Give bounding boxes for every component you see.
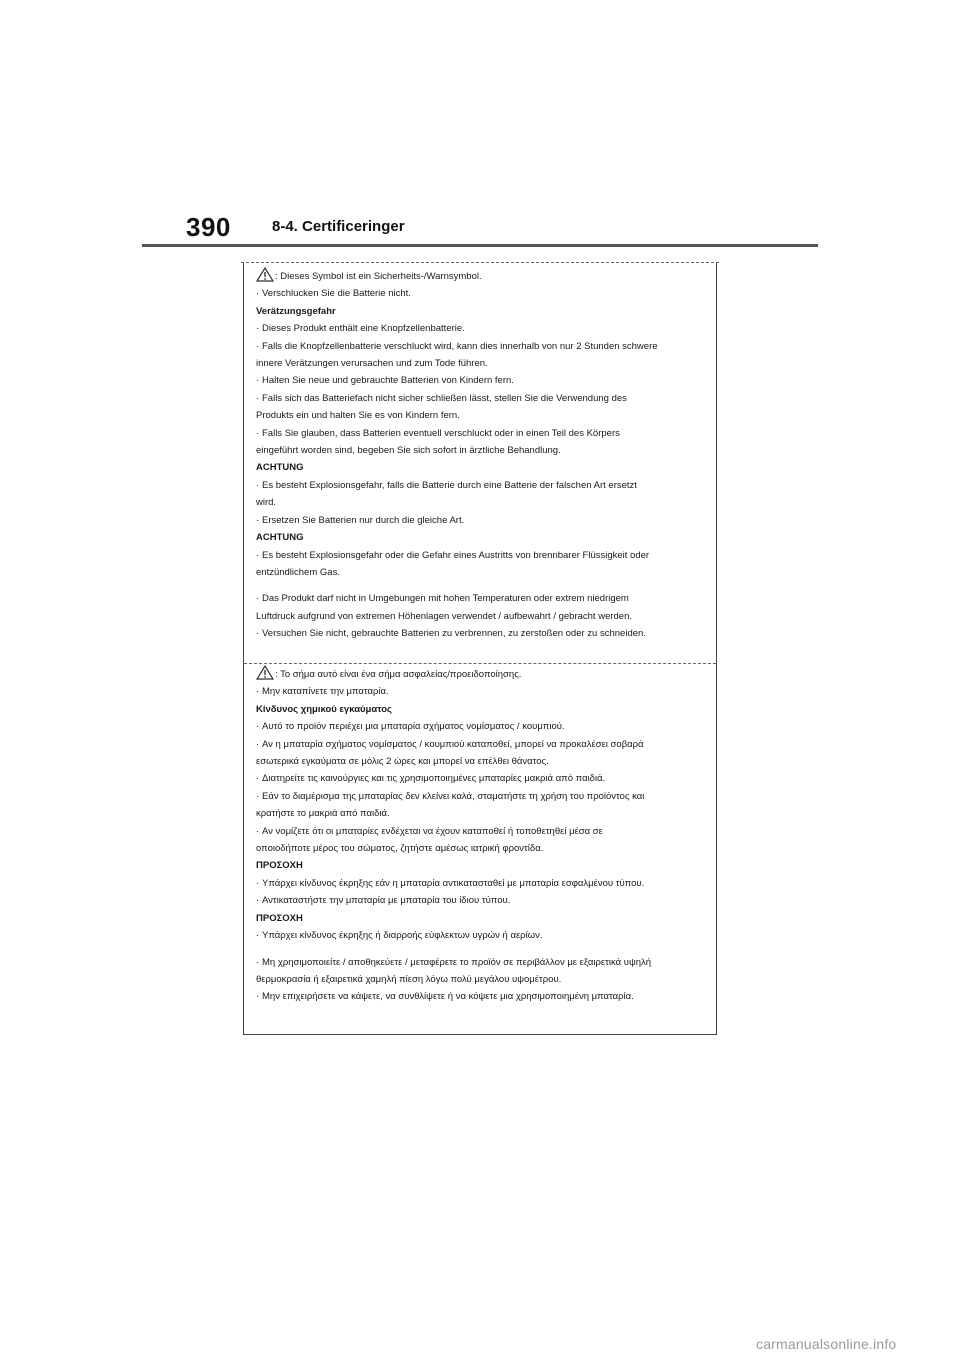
list-item-continued: eingeführt worden sind, begeben Sie sich sofort in ärztliche Behandlung. bbox=[256, 445, 561, 457]
list-item-continued: Luftdruck aufgrund von extremen Höhenlagen verwendet / aufbewahrt / gebracht werden. bbox=[256, 610, 633, 622]
section-title: 8-4. Certificeringer bbox=[272, 218, 405, 235]
greek-symbol-line bbox=[256, 665, 706, 683]
list-item: · Υπάρχει κίνδυνος έκρηξης ή διαρροής εύφλεκτων υγρών ή αερίων. bbox=[256, 930, 543, 942]
list-item: · Versuchen Sie nicht, gebrauchte Batterien zu verbrennen, zu zerstoßen oder zu schneiden. bbox=[256, 628, 646, 640]
list-item-continued: wird. bbox=[256, 497, 277, 509]
list-item: · Verschlucken Sie die Batterie nicht. bbox=[256, 288, 411, 300]
german-heading-chemical-burn: Verätzungsgefahr bbox=[256, 305, 336, 317]
list-item: · Μη χρησιμοποιείτε / αποθηκεύετε / μεταφέρετε το προϊόν σε περιβάλλον με εξαιρετικά υψηλή bbox=[256, 956, 652, 968]
list-item-continued: entzündlichem Gas. bbox=[256, 566, 340, 578]
list-item: · Διατηρείτε τις καινούργιες και τις χρησιμοποιημένες μπαταρίες μακριά από παιδιά. bbox=[256, 773, 606, 785]
list-item-continued: κρατήστε το μακριά από παιδιά. bbox=[256, 808, 390, 820]
german-symbol-text: : Dieses Symbol ist ein Sicherheits-/Warnsymbol. bbox=[275, 271, 482, 282]
german-symbol-line bbox=[256, 267, 706, 285]
german-heading-caution-1: ACHTUNG bbox=[256, 462, 304, 474]
list-item: · Αυτό το προϊόν περιέχει μια μπαταρία σχήματος νομίσματος / κουμπιού. bbox=[256, 721, 565, 733]
list-item: · Dieses Produkt enthält eine Knopfzellenbatterie. bbox=[256, 323, 465, 335]
greek-heading-caution-2: ΠΡΟΣΟΧΗ bbox=[256, 912, 303, 924]
greek-warning-section bbox=[256, 665, 706, 1006]
list-item: · Ersetzen Sie Batterien nur durch die gleiche Art. bbox=[256, 514, 465, 526]
list-item: · Das Produkt darf nicht in Umgebungen mit hohen Temperaturen oder extrem niedrigem bbox=[256, 593, 629, 605]
list-item-continued: θερμοκρασία ή εξαιρετικά χαμηλή πίεση λόγω πολύ μεγάλου υψομέτρου. bbox=[256, 973, 562, 985]
list-item: · Es besteht Explosionsgefahr oder die Gefahr eines Austritts von brennbarer Flüssigkeit oder bbox=[256, 549, 650, 561]
header-rule bbox=[142, 244, 818, 247]
watermark: carmanualsonline.info bbox=[756, 1336, 897, 1352]
greek-heading-caution-1: ΠΡΟΣΟΧΗ bbox=[256, 860, 303, 872]
list-item: · Falls sich das Batteriefach nicht sicher schließen lässt, stellen Sie die Verwendung des bbox=[256, 392, 627, 404]
list-item: · Υπάρχει κίνδυνος έκρηξης εάν η μπαταρία αντικατασταθεί με μπαταρία εσφαλμένου τύπου. bbox=[256, 877, 645, 889]
list-item: · Falls Sie glauben, dass Batterien eventuell verschluckt oder in einen Teil des Körpers bbox=[256, 427, 620, 439]
list-item: · Es besteht Explosionsgefahr, falls die Batterie durch eine Batterie der falschen Art ersetzt bbox=[256, 479, 637, 491]
list-item-continued: innere Verätzungen verursachen und zum Tode führen. bbox=[256, 358, 488, 370]
list-item: · Αν νομίζετε ότι οι μπαταρίες ενδέχεται να έχουν καταποθεί ή τοποθετηθεί μέσα σε bbox=[256, 825, 603, 837]
list-item-continued: εσωτερικά εγκαύματα σε μόλις 2 ώρες και μπορεί να επέλθει θάνατος. bbox=[256, 756, 549, 768]
warning-triangle-icon bbox=[256, 665, 274, 680]
list-item-continued: οποιοδήποτε μέρος του σώματος, ζητήστε αμέσως ιατρική φροντίδα. bbox=[256, 843, 544, 855]
german-heading-caution-2: ACHTUNG bbox=[256, 532, 304, 544]
german-warning-section bbox=[256, 267, 706, 643]
warning-triangle-icon bbox=[256, 267, 274, 282]
list-item: · Falls die Knopfzellenbatterie verschluckt wird, kann dies innerhalb von nur 2 Stunden schwere bbox=[256, 340, 658, 352]
page-number: 390 bbox=[186, 212, 231, 242]
greek-symbol-text: : Το σήμα αυτό είναι ένα σήμα ασφαλείας/προειδοποίησης. bbox=[275, 669, 522, 680]
list-item: · Εάν το διαμέρισμα της μπαταρίας δεν κλείνει καλά, σταματήστε τη χρήση του προϊόντος και bbox=[256, 790, 645, 802]
section-divider bbox=[244, 663, 716, 664]
list-item: · Αν η μπαταρία σχήματος νομίσματος / κουμπιού καταποθεί, μπορεί να προκαλέσει σοβαρά bbox=[256, 738, 644, 750]
certification-notice-box bbox=[243, 262, 717, 1035]
greek-heading-chemical-burn: Κίνδυνος χημικού εγκαύματος bbox=[256, 703, 392, 715]
list-item-continued: Produkts ein und halten Sie es von Kindern fern. bbox=[256, 410, 460, 422]
list-item: · Halten Sie neue und gebrauchte Batterien von Kindern fern. bbox=[256, 375, 514, 387]
list-item: · Αντικαταστήστε την μπαταρία με μπαταρία του ίδιου τύπου. bbox=[256, 895, 511, 907]
list-item: · Μην επιχειρήσετε να κάψετε, να συνθλίψετε ή να κόψετε μια χρησιμοποιημένη μπαταρία. bbox=[256, 991, 634, 1003]
list-item: · Μην καταπίνετε την μπαταρία. bbox=[256, 686, 389, 698]
